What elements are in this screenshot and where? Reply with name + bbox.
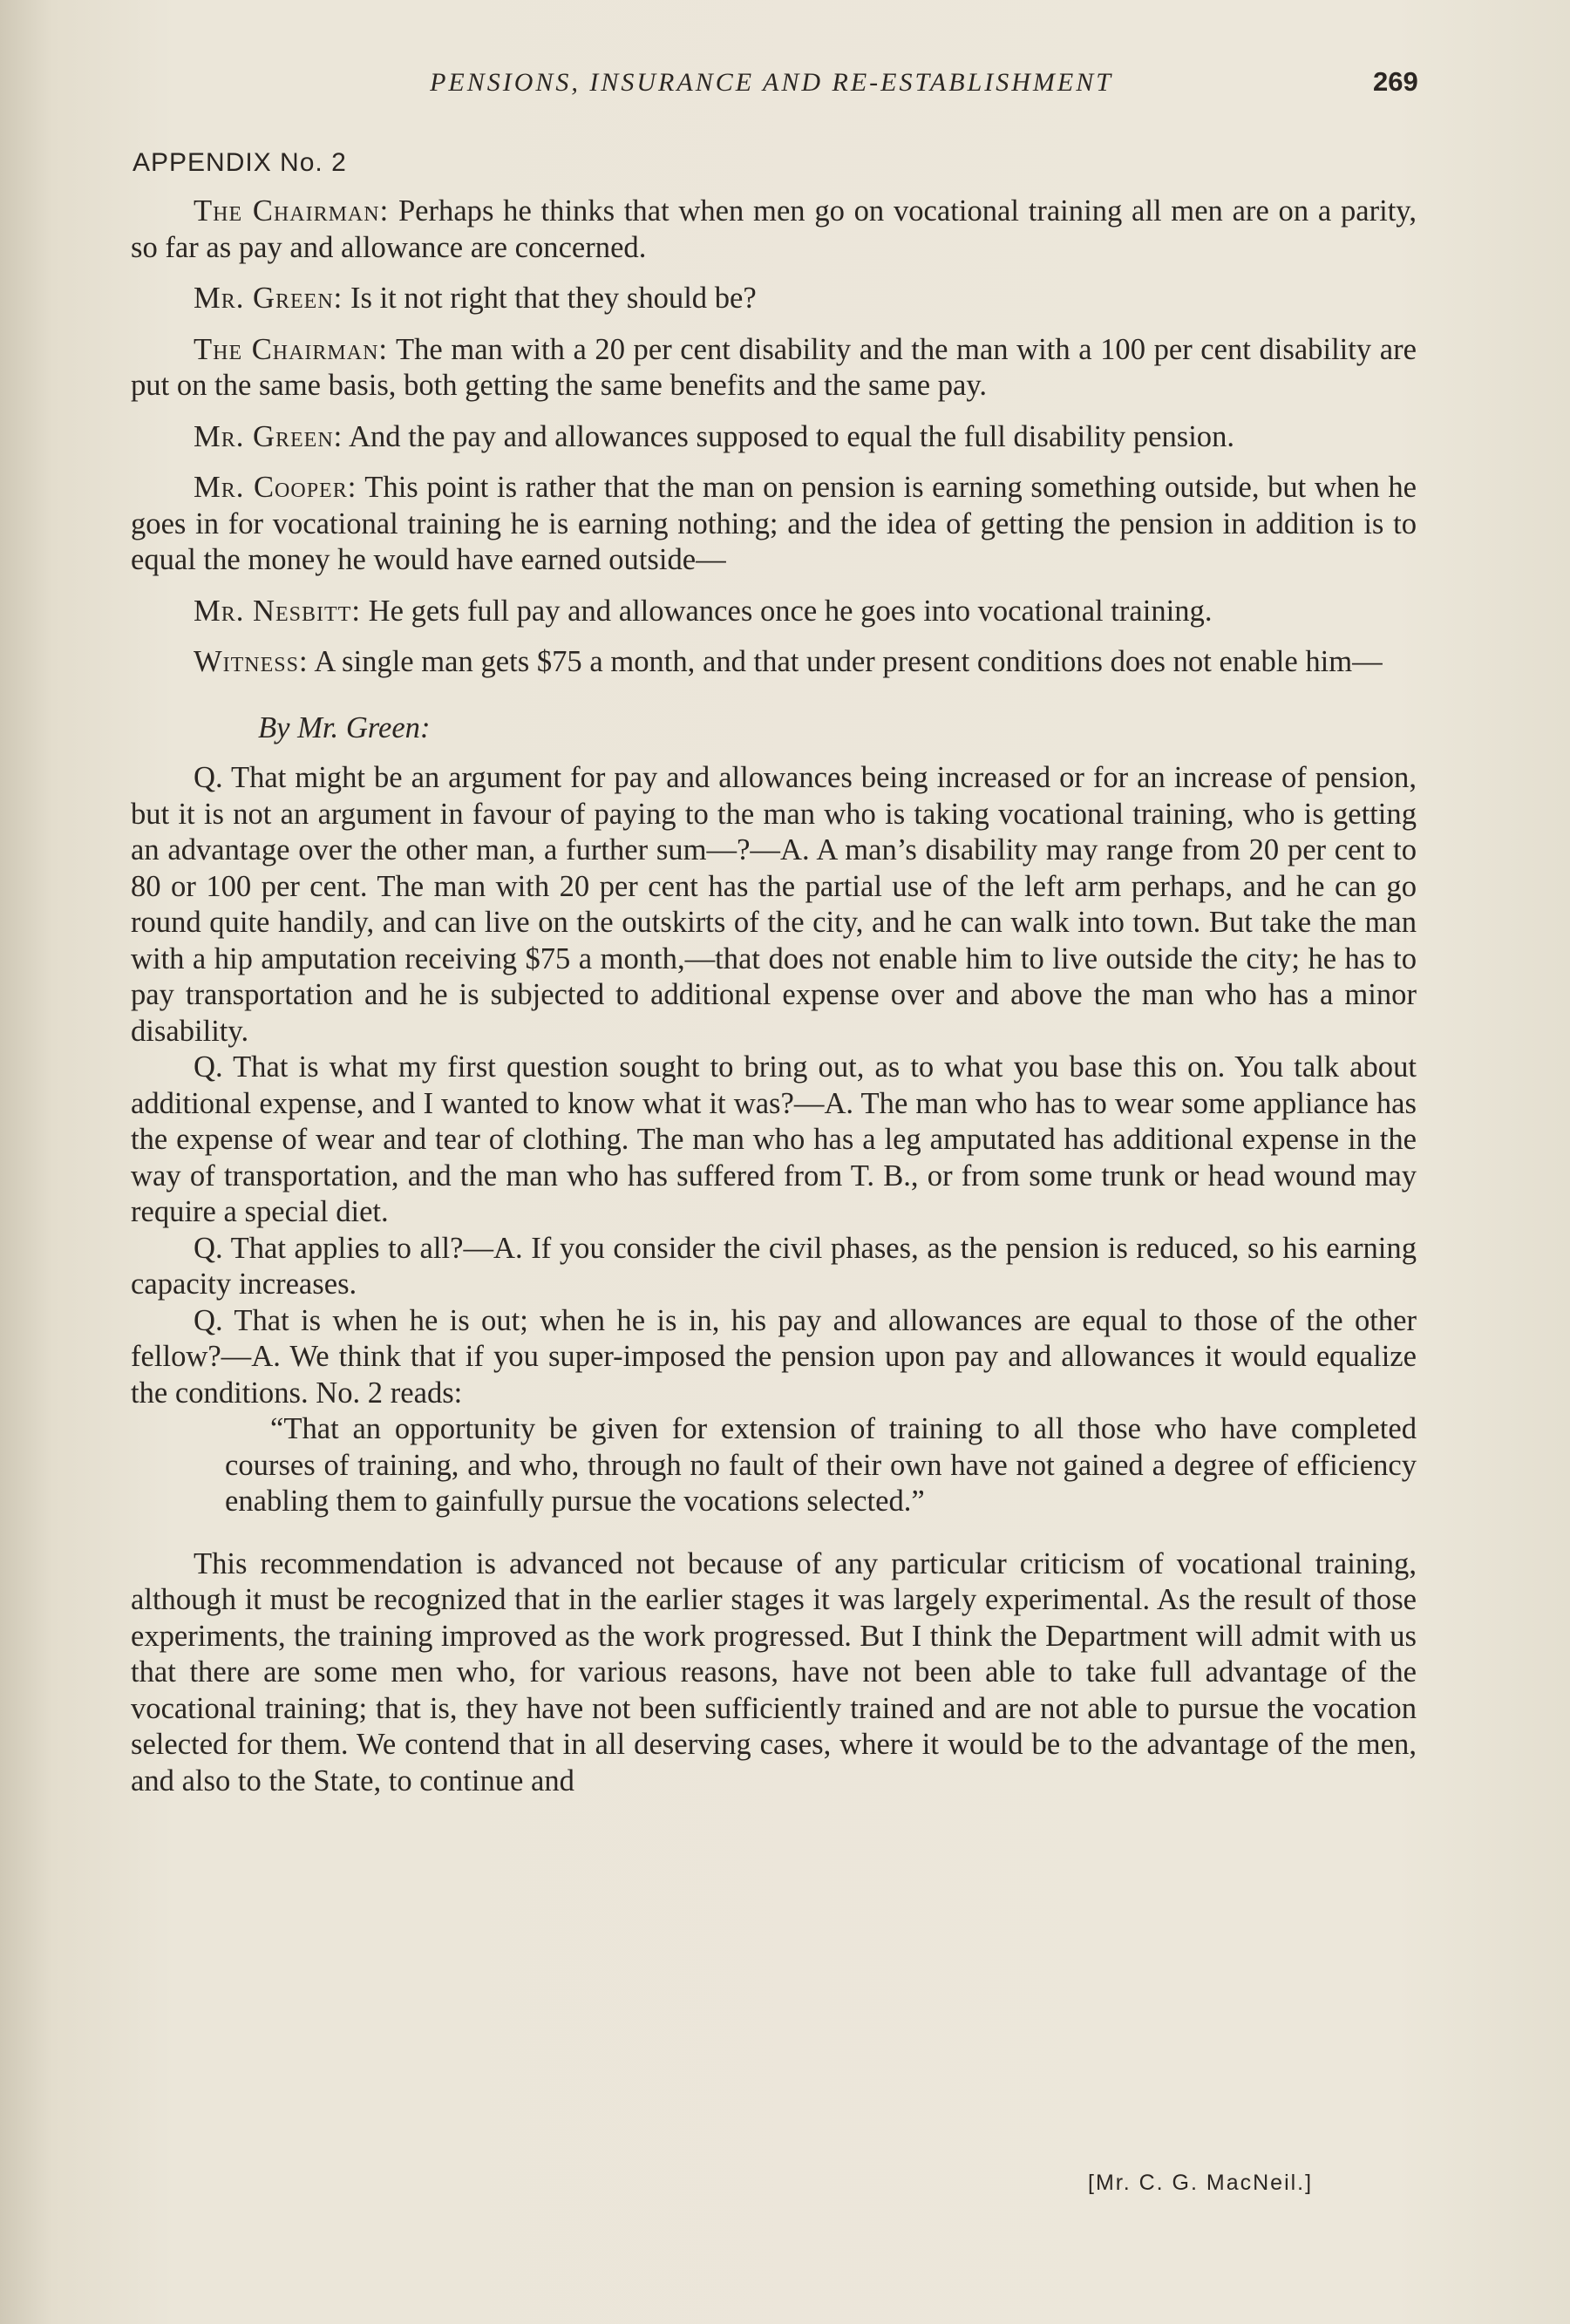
speech-text: A single man gets $75 a month, and that under present conditions does not enable him— — [314, 645, 1383, 678]
speaker-name: The Chairman: — [194, 332, 389, 366]
question-answer: Q. That applies to all?—A. If you consider the civil phases, as the pension is reduced, so his earning capacity increases. — [131, 1231, 1417, 1301]
exchange-paragraph — [131, 419, 1417, 456]
speech-text: Perhaps he thinks that when men go on vocational training all men are on a parity, so far as pay and allowance are concerned. — [131, 194, 1417, 264]
page-number: 269 — [1373, 66, 1418, 97]
exchange-paragraph — [131, 194, 1417, 266]
question-answer: Q. That might be an argument for pay and allowances being increased or for an increase of pension, but it is not an argument in favour of paying to the man who is taking vocational training, who is getting an advantage over the other man, a further sum—?—A. A man’s disability may range from 20 per cent to 80 or 100 per cent. The man with 20 per cent has the partial use of the left arm perhaps, and he can go round quite handily, and can live on the outskirts of the city, and he can walk into town. But take the man with a hip amputation receiving $75 a month,—that does not enable him to live outside the city; he has to pay transportation and he is subjected to additional expense over and above the man who has a minor disability. — [131, 761, 1417, 1048]
running-title: PENSIONS, INSURANCE AND RE-ESTABLISHMENT — [430, 68, 1113, 97]
speech-text: And the pay and allowances supposed to equal the full disability pension. — [349, 419, 1235, 453]
recommendation-quote: “That an opportunity be given for extension of training to all those who have completed courses of training, and who, through no fault of their own have not gained a degree of efficiency enabling them to gainfully pursue the vocations selected.” — [225, 1412, 1417, 1518]
speech-text: This point is rather that the man on pension is earning something outside, but when he goes in for vocational training he is earning nothing; and the idea of getting the pension in addition is to equal the money he would have earned outside— — [131, 471, 1417, 576]
exchange-paragraph — [131, 332, 1417, 404]
speech-text: The man with a 20 per cent disability and the man with a 100 per cent disability are put on the same basis, both getting the same benefits and the same pay. — [131, 332, 1417, 402]
exchange-paragraph — [131, 594, 1417, 630]
speaker-name: Mr. Green: — [194, 282, 343, 315]
appendix-label: APPENDIX No. 2 — [133, 148, 347, 177]
speaker-name: Mr. Green: — [194, 419, 343, 453]
question-answer: Q. That is when he is out; when he is in, his pay and allowances are equal to those of the other fellow?—A. We think that if you super-imposed the pension upon pay and allowances it would equalize the conditions. No. 2 reads: — [131, 1303, 1417, 1410]
speech-text: Is it not right that they should be? — [350, 282, 757, 315]
speech-text: He gets full pay and allowances once he goes into vocational training. — [368, 594, 1213, 628]
speaker-name: The Chairman: — [194, 194, 390, 228]
examiner-byline: By Mr. Green: — [258, 710, 431, 744]
closing-paragraph: This recommendation is advanced not because of any particular criticism of vocational training, although it must be recognized that in the earlier stages it was largely experimental. As the result of those experiments, the training improved as the work progressed. But I think the Department will admit with us that there are some men who, for various reasons, have not been able to take full advantage of the vocational training; that is, they have not been sufficiently trained and are not able to pursue the vocation selected for them. We contend that in all deserving cases, where it would be to the advantage of the men, and also to the State, to continue and — [131, 1546, 1417, 1797]
exchange-paragraph — [131, 281, 1417, 317]
document-body — [131, 194, 1417, 1799]
exchange-paragraph — [131, 470, 1417, 579]
footer-signature: [Mr. C. G. MacNeil.] — [1088, 2171, 1314, 2195]
question-answer: Q. That is what my first question sought to bring out, as to what you base this on. You talk about additional expense, and I wanted to know what it was?—A. The man who has to wear some appliance has the expense of wear and tear of clothing. The man who has a leg amputated has additional expense in the way of transportation, and the man who has suffered from T. B., or from some trunk or head wound may require a special diet. — [131, 1050, 1417, 1228]
speaker-name: Mr. Cooper: — [194, 471, 357, 504]
exchange-paragraph — [131, 644, 1417, 681]
speaker-name: Witness: — [194, 645, 309, 678]
speaker-name: Mr. Nesbitt: — [194, 594, 361, 628]
